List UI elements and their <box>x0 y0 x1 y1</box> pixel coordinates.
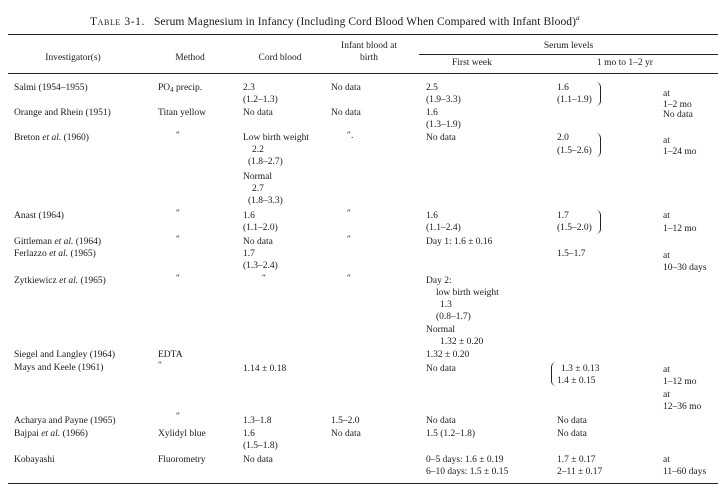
method-cell: Xylidyl blue <box>158 429 206 439</box>
age-range-2: 12–36 mo <box>663 402 702 412</box>
first-week-value-1: 0–5 days: 1.6 ± 0.19 <box>426 455 504 465</box>
method-ditto: ″ <box>176 274 180 284</box>
investigator-cell: Breton et al. (1960) <box>14 133 89 143</box>
investigator-cell: Salmi (1954–1955) <box>14 83 88 93</box>
method-ditto: ″ <box>176 209 180 219</box>
cord-blood-value: 2.3 <box>243 83 255 93</box>
header-method: Method <box>175 53 205 63</box>
header-serum-levels: Serum levels <box>543 41 594 51</box>
cord-blood-value: 1.6 <box>243 211 255 221</box>
age-at: at <box>663 136 670 146</box>
top-rule <box>8 34 718 35</box>
infant-blood-cell: No data <box>331 108 361 118</box>
cord-blood-cell: No data <box>243 455 273 465</box>
age-range: 1–24 mo <box>663 147 697 157</box>
infant-blood-cell: No data <box>331 83 361 93</box>
investigator-cell: Anast (1964) <box>14 211 64 221</box>
cord-blood-cell: 1.3–1.8 <box>243 416 272 426</box>
first-week-cell: 1.32 ± 0.20 <box>426 350 470 360</box>
mo-range: (1.1–1.9) <box>557 95 592 105</box>
age-at: at <box>663 211 670 221</box>
mo-value-1: 1.3 ± 0.13 <box>561 364 600 374</box>
age-range: 1–12 mo <box>663 224 697 234</box>
investigator-cell: Kobayashi <box>14 455 55 465</box>
header-cord-blood: Cord blood <box>258 53 302 63</box>
cord-blood-value: 1.7 <box>243 249 255 259</box>
age-at: at <box>663 455 670 465</box>
age-at-1: at <box>663 365 670 375</box>
method-cell: $PO_4$ precip. <box>158 83 203 94</box>
first-week-cell: No data <box>426 364 456 374</box>
week-lbw-label: low birth weight <box>436 288 499 298</box>
first-week-cell: No data <box>426 133 456 143</box>
first-week-range: (1.1–2.4) <box>426 223 461 233</box>
cord-blood-cell: No data <box>243 108 273 118</box>
first-week-cell: 1.5 (1.2–1.8) <box>426 429 476 439</box>
method-cell: EDTA <box>158 350 183 360</box>
week-lbw-range: (0.8–1.7) <box>436 312 471 322</box>
infant-ditto: ″ <box>347 209 351 219</box>
investigator-cell: Orange and Rhein (1951) <box>14 108 111 118</box>
age-range: 10–30 days <box>663 263 707 273</box>
cord-normal-label: Normal <box>243 172 273 182</box>
age-cell: No data <box>663 110 693 120</box>
age-at: at <box>663 89 670 99</box>
header-rule <box>8 73 718 74</box>
first-week-value: 1.6 <box>426 211 438 221</box>
serum-levels-rule <box>419 54 718 55</box>
table-label: Table 3-1. <box>90 15 145 28</box>
method-ditto: ″ <box>176 235 180 245</box>
cord-blood-cell: 1.14 ± 0.18 <box>243 364 287 374</box>
cord-lbw-value: 2.2 <box>252 145 264 155</box>
week-day-label: Day 2: <box>426 276 452 286</box>
mo-cell: No data <box>557 416 587 426</box>
header-infant-blood-line2: birth <box>360 53 378 63</box>
table-caption: Serum Magnesium in Infancy (Including Cord Blood When Compared with Infant Blood) <box>153 15 577 28</box>
table-title <box>90 13 580 28</box>
bottom-rule <box>8 483 718 484</box>
investigator-cell: Gittleman et al. (1964) <box>14 237 102 247</box>
investigator-cell: Bajpai et al. (1966) <box>14 429 88 439</box>
week-normal-value: 1.32 ± 0.20 <box>440 337 484 347</box>
infant-ditto: ″ <box>347 235 351 245</box>
header-infant-blood-line1: Infant blood at <box>341 41 397 51</box>
mo-value: 2.0 <box>557 133 569 143</box>
first-week-range: (1.9–3.3) <box>426 95 461 105</box>
age-at: at <box>663 251 670 261</box>
age-range: 1–2 mo <box>663 100 692 110</box>
method-ditto: ″ <box>158 361 162 371</box>
first-week-cell: Day 1: 1.6 ± 0.16 <box>426 237 493 247</box>
infant-ditto: ″. <box>347 131 354 141</box>
mo-value: 1.7 <box>557 211 569 221</box>
mo-value: 1.6 <box>557 83 569 93</box>
investigator-cell: Mays and Keele (1961) <box>14 363 104 373</box>
mo-range: (1.5–2.0) <box>557 223 592 233</box>
age-at-2: at <box>663 390 670 400</box>
age-range: 11–60 days <box>663 467 707 477</box>
mo-value-1: 1.7 ± 0.17 <box>557 455 596 465</box>
cord-ditto: ″ <box>262 274 266 284</box>
mo-range: (1.5–2.6) <box>557 146 592 156</box>
cord-lbw-range: (1.8–2.7) <box>248 157 283 167</box>
mo-value: 1.5–1.7 <box>557 249 586 259</box>
mo-value-2: 2–11 ± 0.17 <box>557 467 603 477</box>
first-week-value: 2.5 <box>426 83 438 93</box>
left-brace <box>551 362 556 386</box>
week-normal-label: Normal <box>426 325 456 335</box>
cord-blood-range: (1.1–2.0) <box>243 223 278 233</box>
method-cell: Fluorometry <box>158 455 206 465</box>
mo-value-2: 1.4 ± 0.15 <box>557 376 596 386</box>
investigator-cell: Siegel and Langley (1964) <box>14 350 116 360</box>
investigator-cell: Zytkiewicz et al. (1965) <box>14 276 106 286</box>
footnote-mark: a <box>576 14 580 22</box>
header-investigators: Investigator(s) <box>45 53 101 63</box>
first-week-value: 1.6 <box>426 108 438 118</box>
method-ditto: ″ <box>176 131 180 141</box>
cord-normal-value: 2.7 <box>252 184 264 194</box>
header-first-week: First week <box>452 58 492 68</box>
header-1mo-to-2yr: 1 mo to 1–2 yr <box>597 58 653 68</box>
cord-blood-range: (1.3–2.4) <box>243 261 278 271</box>
first-week-value-2: 6–10 days: 1.5 ± 0.15 <box>426 467 509 477</box>
infant-blood-cell: 1.5–2.0 <box>331 416 360 426</box>
right-brace <box>596 210 601 234</box>
cord-blood-range: (1.5–1.8) <box>243 441 278 451</box>
cord-blood-value: 1.6 <box>243 429 255 439</box>
method-ditto: ″ <box>176 412 180 422</box>
right-brace <box>596 82 601 106</box>
infant-blood-cell: No data <box>331 429 361 439</box>
investigator-cell: Acharya and Payne (1965) <box>14 416 116 426</box>
method-cell: Titan yellow <box>158 108 206 118</box>
age-range-1: 1–12 mo <box>663 377 697 387</box>
first-week-range: (1.3–1.9) <box>426 120 461 130</box>
cord-blood-cell: No data <box>243 237 273 247</box>
cord-blood-range: (1.2–1.3) <box>243 95 278 105</box>
infant-ditto: ″ <box>347 274 351 284</box>
right-brace <box>596 133 601 157</box>
cord-normal-range: (1.8–3.3) <box>248 196 283 206</box>
cord-lbw-label: Low birth weight <box>243 133 309 143</box>
investigator-cell: Ferlazzo et al. (1965) <box>14 249 96 259</box>
week-lbw-value: 1.3 <box>440 300 452 310</box>
first-week-cell: No data <box>426 416 456 426</box>
mo-cell: No data <box>557 429 587 439</box>
